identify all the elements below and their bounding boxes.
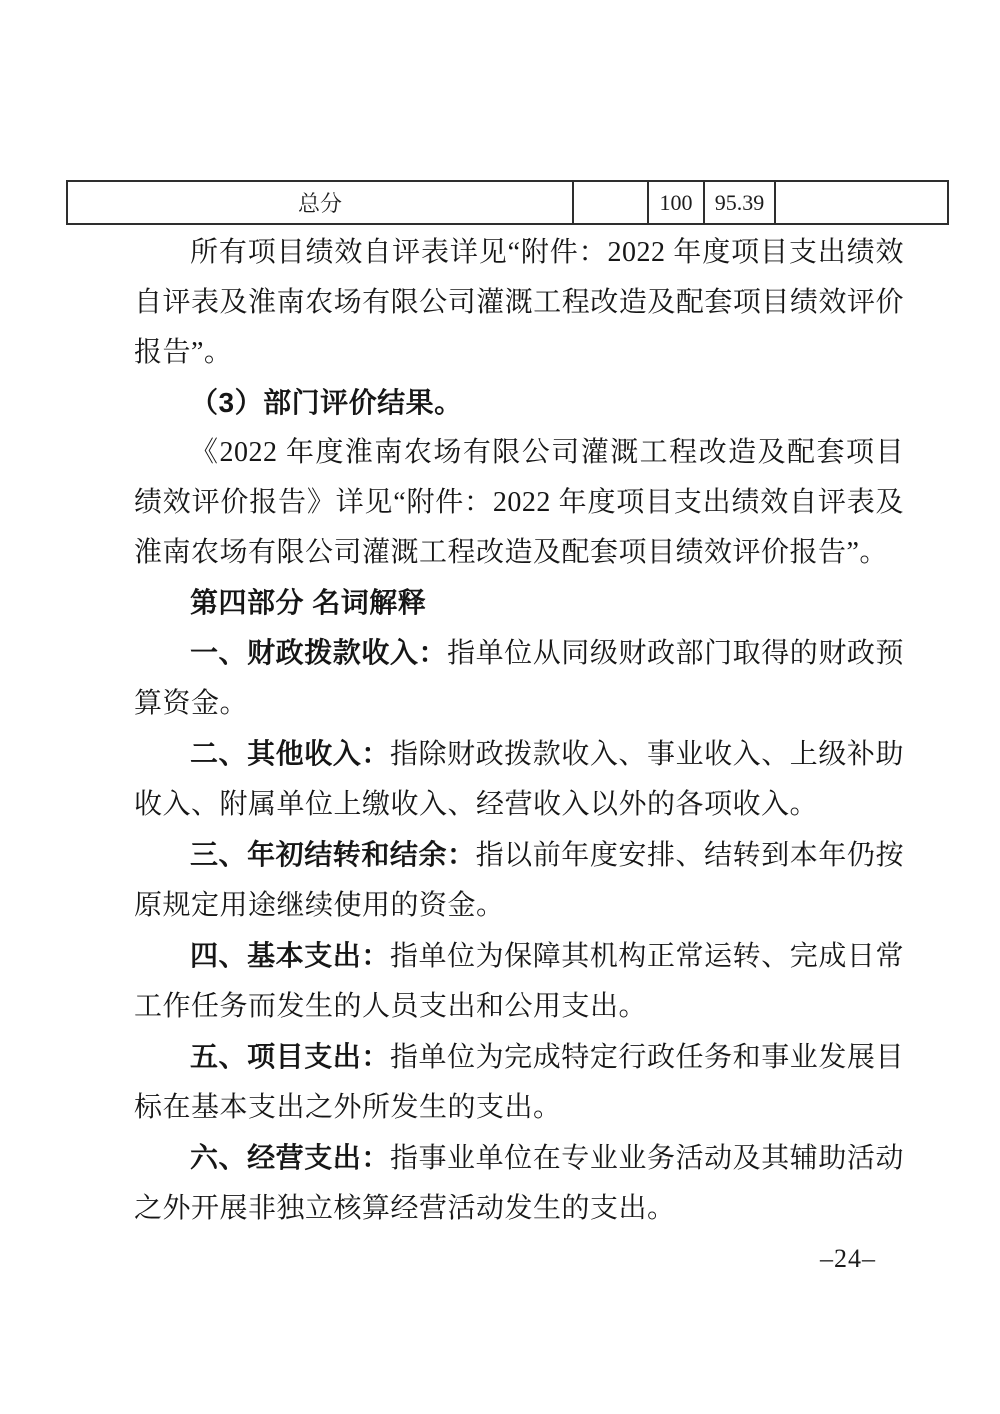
paragraph-self-eval: 所有项目绩效自评表详见“附件：2022 年度项目支出绩效自评表及淮南农场有限公司灌溉工程改造及配套项目绩效评价报告”。 — [134, 237, 904, 368]
definition-item-3 — [134, 830, 904, 931]
empty-cell-2 — [775, 181, 948, 224]
definition-text: 指除财政拨款收入、事业收入、上级补助收入、附属单位上缴收入、经营收入以外的各项收入。 — [134, 739, 904, 820]
paragraph-dept-eval: 《2022 年度淮南农场有限公司灌溉工程改造及配套项目绩效评价报告》详见“附件：2022 年度项目支出绩效自评表及淮南农场有限公司灌溉工程改造及配套项目绩效评价报告”。 — [134, 437, 904, 568]
definition-term: 四、基本支出： — [190, 940, 390, 971]
empty-cell-1 — [573, 181, 648, 224]
heading-dept-eval-result: （3）部门评价结果。 — [190, 387, 463, 418]
section-heading-part4: 第四部分 名词解释 — [190, 587, 427, 618]
page-number: –24– — [820, 1244, 876, 1273]
definition-text: 指单位为保障其机构正常运转、完成日常工作任务而发生的人员支出和公用支出。 — [134, 941, 904, 1022]
definition-text: 指单位为完成特定行政任务和事业发展目标在基本支出之外所发生的支出。 — [134, 1042, 904, 1123]
total-label-cell: 总分 — [67, 181, 573, 224]
definition-text: 指以前年度安排、结转到本年仍按原规定用途继续使用的资金。 — [134, 840, 904, 921]
definition-item-1 — [134, 628, 904, 729]
max-score-cell: 100 — [648, 181, 704, 224]
definition-item-6 — [134, 1133, 904, 1234]
definition-term: 五、项目支出： — [190, 1041, 390, 1072]
definition-item-2 — [134, 729, 904, 830]
score-table — [66, 180, 949, 225]
document-body — [134, 228, 904, 1234]
definition-term: 三、年初结转和结余： — [190, 839, 476, 870]
definition-term: 六、经营支出： — [190, 1142, 390, 1173]
definition-text: 指事业单位在专业业务活动及其辅助活动之外开展非独立核算经营活动发生的支出。 — [134, 1143, 904, 1224]
score-value-cell: 95.39 — [704, 181, 775, 224]
table-row-total — [67, 181, 948, 224]
definition-term: 二、其他收入： — [190, 738, 390, 769]
definition-item-5 — [134, 1032, 904, 1133]
definition-term: 一、财政拨款收入： — [190, 637, 448, 668]
definition-item-4 — [134, 931, 904, 1032]
definition-text: 指单位从同级财政部门取得的财政预算资金。 — [134, 638, 904, 719]
